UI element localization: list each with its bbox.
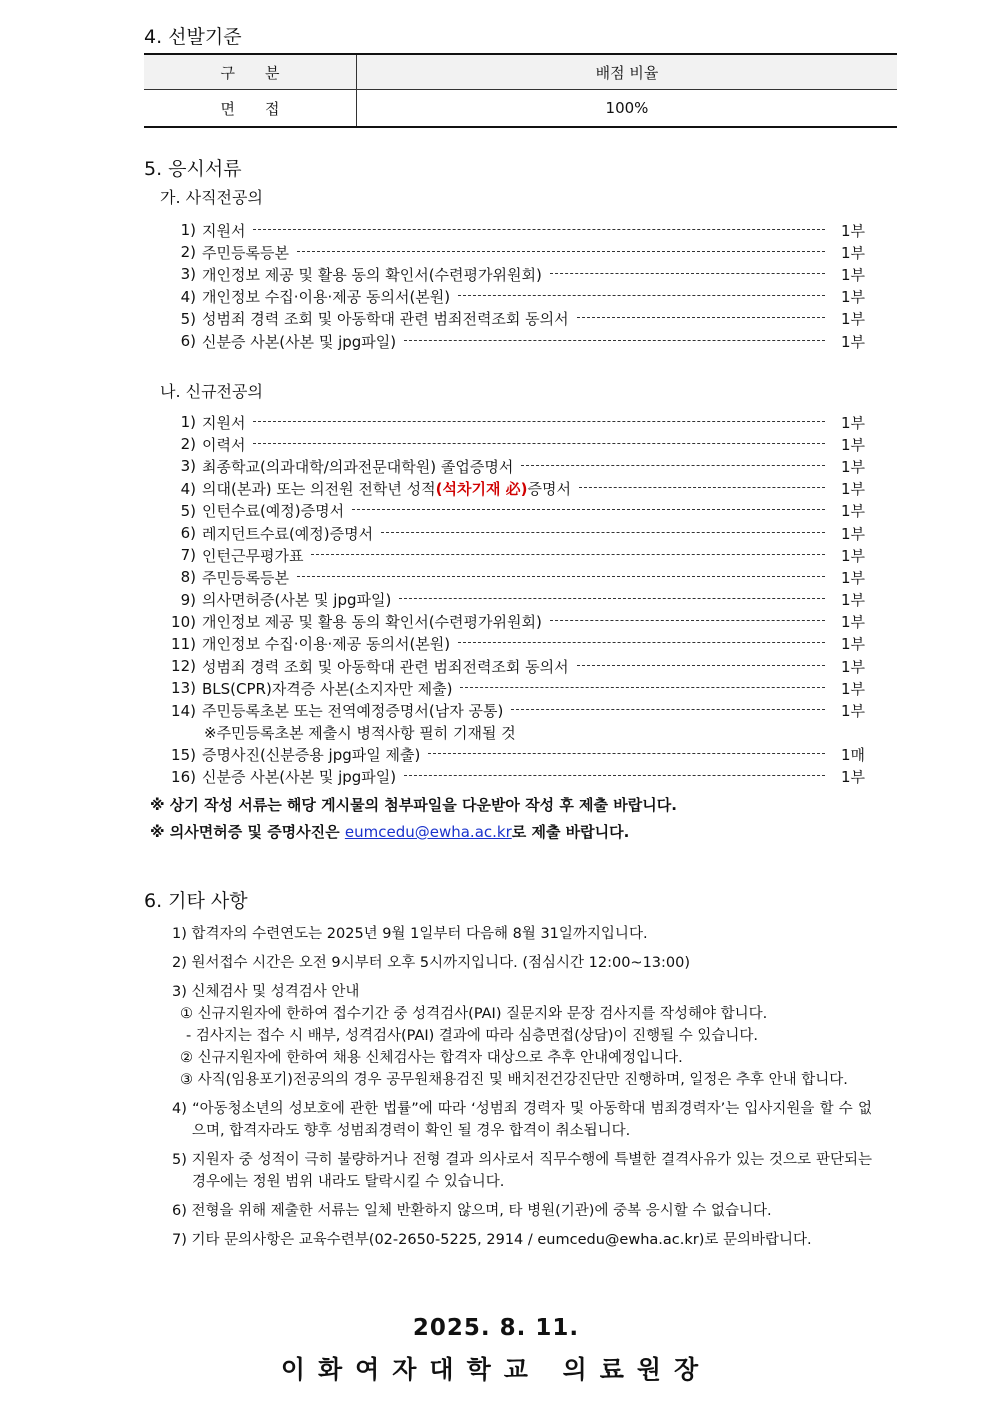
list-item: 5) 인턴수료(예정)증명서 1부 <box>180 501 865 521</box>
other-notes <box>172 923 872 1258</box>
list-item: 3) 최종학교(의과대학/의과전문대학원) 졸업증명서 1부 <box>180 457 865 476</box>
selection-criteria-table <box>144 53 897 128</box>
group-b-title: 나. 신규전공의 <box>160 382 263 401</box>
table-row <box>144 90 897 128</box>
list-item: 14) 주민등록초본 또는 전역예정증명서(남자 공통) 1부 <box>171 701 865 721</box>
table-cell-category: 면 접 <box>144 90 357 128</box>
notice-email: ※ 의사면허증 및 증명사진은 eumcedu@ewha.ac.kr로 제출 바랍니다. <box>150 823 630 841</box>
list-item: 11) 개인정보 수집·이용·제공 동의서(본원) 1부 <box>171 634 865 654</box>
note-4: 4) “아동청소년의 성보호에 관한 법률”에 따라 ‘성범죄 경력자 및 아동학대 범죄경력자’는 입사지원을 할 수 없으며, 합격자라도 향후 성범죄경력이 확인 될 경우 합격이 취소됩니다. <box>172 1101 872 1139</box>
section4-title: 4. 선발기준 <box>144 26 242 48</box>
list-item: 16) 신분증 사본(사본 및 jpg파일) 1부 <box>171 767 865 787</box>
signature: 이화여자대학교 의료원장 <box>280 1355 712 1384</box>
list-item: 4) 의대(본과) 또는 의전원 전학년 성적(석차기재 必)증명서 1부 <box>180 479 865 499</box>
group-b-list <box>160 411 865 788</box>
note-6: 6) 전형을 위해 제출한 서류는 일체 반환하지 않으며, 타 병원(기관)에 중복 응시할 수 없습니다. <box>172 1203 772 1219</box>
group-a-list <box>160 219 865 352</box>
list-item: 4) 개인정보 수집·이용·제공 동의서(본원) 1부 <box>180 287 865 307</box>
list-item: 5) 성범죄 경력 조회 및 아동학대 관련 범죄전력조회 동의서 1부 <box>180 309 865 329</box>
list-item: 15) 증명사진(신분증용 jpg파일 제출) 1매 <box>171 745 865 765</box>
note-3-a: ① 신규지원자에 한하여 접수기간 중 성격검사(PAI) 질문지와 문장 검사지를 작성해야 합니다. <box>180 1006 768 1022</box>
note-3-b: ② 신규지원자에 한하여 채용 신체검사는 합격자 대상으로 추후 안내예정입니다. <box>180 1050 683 1066</box>
list-item: 10) 개인정보 제공 및 활용 동의 확인서(수련평가위원회) 1부 <box>171 612 865 632</box>
note-7: 7) 기타 문의사항은 교육수련부(02-2650-5225, 2914 / eumcedu@ewha.ac.kr)로 문의바랍니다. <box>172 1232 812 1248</box>
email-link[interactable]: eumcedu@ewha.ac.kr <box>344 823 512 841</box>
list-item: 1) 지원서 1부 <box>180 413 865 432</box>
list-item: 3) 개인정보 제공 및 활용 동의 확인서(수련평가위원회) 1부 <box>180 265 865 284</box>
table-cell-ratio: 100% <box>357 90 898 128</box>
note-1: 1) 합격자의 수련연도는 2025년 9월 1일부터 다음해 8월 31일까지입니다. <box>172 926 648 942</box>
list-item: 12) 성범죄 경력 조회 및 아동학대 관련 범죄전력조회 동의서 1부 <box>171 657 865 676</box>
list-item: 1) 지원서 1부 <box>180 221 865 240</box>
note-3-title: 3) 신체검사 및 성격검사 안내 <box>172 984 360 1000</box>
list-item: 2) 주민등록등본 1부 <box>180 243 865 262</box>
list-item: 2) 이력서 1부 <box>180 435 865 454</box>
note-5: 5) 지원자 중 성적이 극히 불량하거나 전형 결과 의사로서 직무수행에 특별한 결격사유가 있는 것으로 판단되는 경우에는 정원 범위 내라도 탈락시킬 수 있습니다. <box>172 1152 872 1190</box>
section5-title: 5. 응시서류 <box>144 158 242 180</box>
notice-download: ※ 상기 작성 서류는 해당 게시물의 첨부파일을 다운받아 작성 후 제출 바랍니다. <box>150 796 677 814</box>
table-header-category: 구 분 <box>144 54 357 90</box>
list-item: 7) 인턴근무평가표 1부 <box>180 546 865 565</box>
list-item: 8) 주민등록등본 1부 <box>180 568 865 587</box>
section6-title: 6. 기타 사항 <box>144 890 248 912</box>
table-header-row <box>144 54 897 90</box>
list-item: 6) 신분증 사본(사본 및 jpg파일) 1부 <box>180 332 865 351</box>
list-item: 13) BLS(CPR)자격증 사본(소지자만 제출) 1부 <box>171 679 865 698</box>
group-a-title: 가. 사직전공의 <box>160 188 263 207</box>
list-item: 9) 의사면허증(사본 및 jpg파일) 1부 <box>180 590 865 610</box>
note-3-c: ③ 사직(임용포기)전공의의 경우 공무원채용검진 및 배치전건강진단만 진행하며, 일정은 추후 안내 합니다. <box>180 1072 848 1088</box>
table-header-ratio: 배점 비율 <box>357 54 898 90</box>
item-14-note: ※주민등록초본 제출시 병적사항 필히 기재될 것 <box>204 723 516 742</box>
document-date: 2025. 8. 11. <box>412 1315 580 1341</box>
note-2: 2) 원서접수 시간은 오전 9시부터 오후 5시까지입니다. (점심시간 12:00~13:00) <box>172 955 691 971</box>
highlight-text: (석차기재 必) <box>435 480 528 499</box>
note-3-a-sub: - 검사지는 접수 시 배부, 성격검사(PAI) 결과에 따라 심층면접(상담)이 진행될 수 있습니다. <box>186 1028 759 1044</box>
list-item: 6) 레지던트수료(예정)증명서 1부 <box>180 524 865 543</box>
